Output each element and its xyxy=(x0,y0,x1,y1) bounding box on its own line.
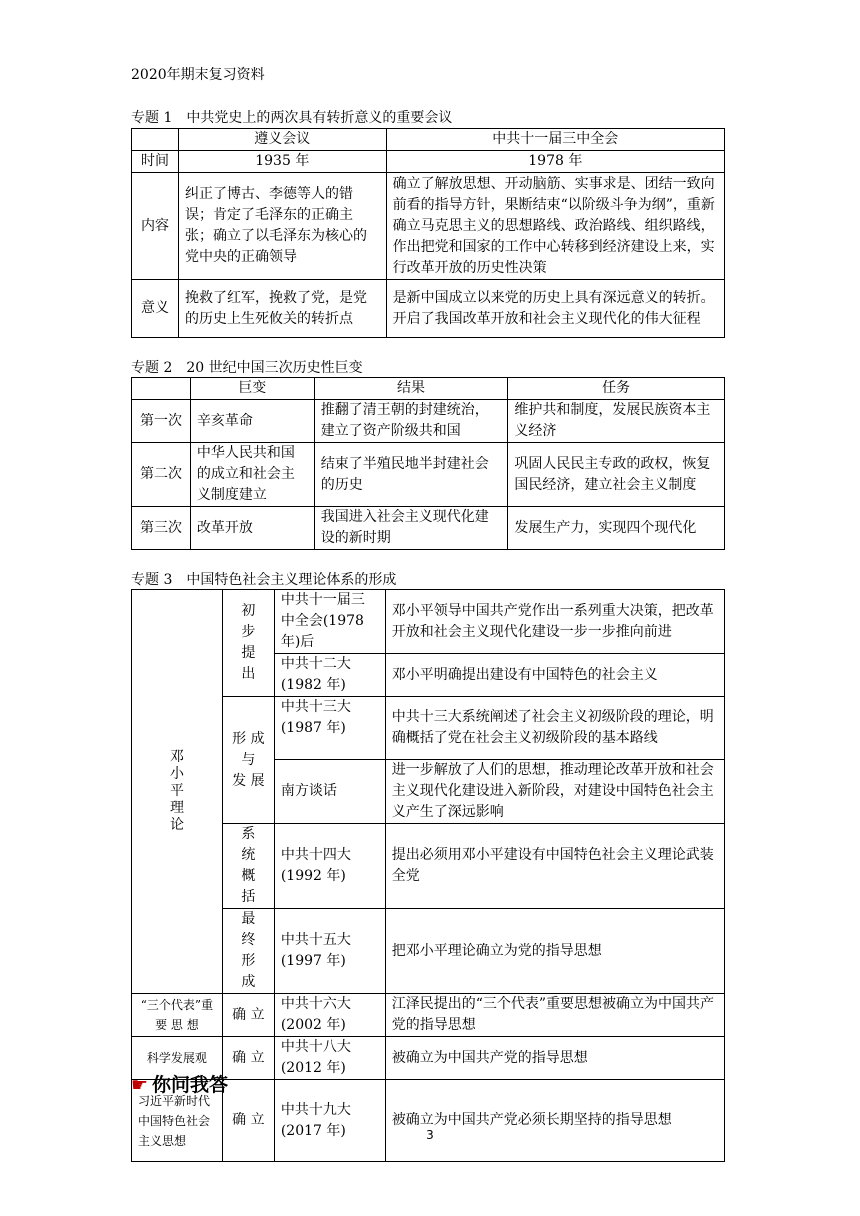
meetings-table xyxy=(131,128,725,338)
table-cell: 巩固人民民主专政的政权，恢复国民经济，建立社会主义制度 xyxy=(508,443,725,507)
deng-theory-label: 邓 小 平 理 论 xyxy=(132,590,223,994)
stage-label: 最 终 形 成 xyxy=(222,909,274,994)
qa-heading xyxy=(131,1070,228,1097)
table-cell: 维护共和制度，发展民族资本主义经济 xyxy=(508,400,725,443)
theory-name: 习近平新时代中国特色社会主义思想 xyxy=(132,1080,223,1162)
table-cell: 中共十五大(1997 年) xyxy=(274,909,385,994)
table-cell: 提出必须用邓小平建设有中国特色社会主义理论武装全党 xyxy=(385,824,724,909)
table-cell: 发展生产力，实现四个现代化 xyxy=(508,507,725,550)
table-row xyxy=(132,173,725,280)
table-header: 任务 xyxy=(508,378,725,400)
pointing-hand-icon: ☛ xyxy=(131,1074,149,1096)
table-cell: 邓小平明确提出建设有中国特色的社会主义 xyxy=(385,654,724,697)
table-header: 遵义会议 xyxy=(178,129,386,151)
table-cell: 辛亥革命 xyxy=(190,400,314,443)
row-label: 时间 xyxy=(132,151,179,173)
stage-label: 初 步 提 出 xyxy=(222,590,274,697)
stage-label: 确 立 xyxy=(222,994,274,1037)
table-cell: 中华人民共和国的成立和社会主义制度建立 xyxy=(190,443,314,507)
table-cell: 被确立为中国共产党必须长期坚持的指导思想 xyxy=(385,1080,724,1162)
stage-label: 确 立 xyxy=(222,1037,274,1080)
table-cell: 中共十三大(1987 年) xyxy=(274,697,385,760)
table-row xyxy=(132,590,725,654)
table-cell: 结束了半殖民地半封建社会的历史 xyxy=(314,443,508,507)
table-header: 巨变 xyxy=(190,378,314,400)
table-cell: 中共十四大(1992 年) xyxy=(274,824,385,909)
stage-label: 确 立 xyxy=(222,1080,274,1162)
table-header: 中共十一届三中全会 xyxy=(386,129,724,151)
table-cell: 确立了解放思想、开动脑筋、实事求是、团结一致向前看的指导方针，果断结束“以阶级斗争为纲”，重新确立马克思主义的思想路线、政治路线、组织路线，作出把党和国家的工作中心转移到经济建设上来，实行改革开放的历史性决策 xyxy=(386,173,724,280)
table-cell: 是新中国成立以来党的历史上具有深远意义的转折。开启了我国改革开放和社会主义现代化的伟大征程 xyxy=(386,280,724,338)
table-row xyxy=(132,400,725,443)
table-cell: 纠正了博古、李德等人的错误；肯定了毛泽东的正确主张；确立了以毛泽东为核心的党中央的正确领导 xyxy=(178,173,386,280)
table-cell: 南方谈话 xyxy=(274,760,385,824)
table-cell: 我国进入社会主义现代化建设的新时期 xyxy=(314,507,508,550)
section1-title: 专题 1 中共党史上的两次具有转折意义的重要会议 xyxy=(131,110,453,126)
section3-title: 专题 3 中国特色社会主义理论体系的形成 xyxy=(131,572,397,588)
table-cell: 中共十六大(2002 年) xyxy=(274,994,385,1037)
table-cell: 把邓小平理论确立为党的指导思想 xyxy=(385,909,724,994)
table-row xyxy=(132,507,725,550)
table-row xyxy=(132,280,725,338)
table-cell: 1935 年 xyxy=(178,151,386,173)
theory-name: “三个代表”重 要 思 想 xyxy=(132,994,223,1037)
table-cell: 被确立为中国共产党的指导思想 xyxy=(385,1037,724,1080)
row-label: 意义 xyxy=(132,280,179,338)
table-cell: 挽救了红军，挽救了党，是党的历史上生死攸关的转折点 xyxy=(178,280,386,338)
row-label: 第三次 xyxy=(132,507,191,550)
table-row xyxy=(132,994,725,1037)
row-label: 第二次 xyxy=(132,443,191,507)
table-row xyxy=(132,151,725,173)
table-header: 结果 xyxy=(314,378,508,400)
table-cell: 中共十二大(1982 年) xyxy=(274,654,385,697)
table-cell: 中共十一届三中全会(1978 年)后 xyxy=(274,590,385,654)
row-label: 内容 xyxy=(132,173,179,280)
table-cell: 邓小平领导中国共产党作出一系列重大决策，把改革开放和社会主义现代化建设一步一步推向前进 xyxy=(385,590,724,654)
table-cell: 改革开放 xyxy=(190,507,314,550)
section2-title: 专题 2 20 世纪中国三次历史性巨变 xyxy=(131,360,363,376)
page-header: 2020年期末复习资料 xyxy=(131,67,265,83)
table-cell: 中共十八大(2012 年) xyxy=(274,1037,385,1080)
theory-name: 科学发展观 xyxy=(132,1037,223,1080)
table-cell: 进一步解放了人们的思想，推动理论改革开放和社会主义现代化建设进入新阶段，对建设中国特色社会主义产生了深远影响 xyxy=(385,760,724,824)
page-number: 3 xyxy=(426,1128,434,1142)
table-row xyxy=(132,378,725,400)
stage-label: 系 统 概 括 xyxy=(222,824,274,909)
changes-table xyxy=(131,377,725,550)
row-label: 第一次 xyxy=(132,400,191,443)
stage-label: 形 成 与 发 展 xyxy=(222,697,274,824)
table-row xyxy=(132,129,725,151)
table-cell: 中共十九大(2017 年) xyxy=(274,1080,385,1162)
table-cell: 中共十三大系统阐述了社会主义初级阶段的理论，明确概括了党在社会主义初级阶段的基本路线 xyxy=(385,697,724,760)
qa-title: 你问我答 xyxy=(152,1074,229,1096)
table-cell: 1978 年 xyxy=(386,151,724,173)
table-row xyxy=(132,443,725,507)
table-cell: 江泽民提出的“三个代表”重要思想被确立为中国共产党的指导思想 xyxy=(385,994,724,1037)
table-cell: 推翻了清王朝的封建统治，建立了资产阶级共和国 xyxy=(314,400,508,443)
